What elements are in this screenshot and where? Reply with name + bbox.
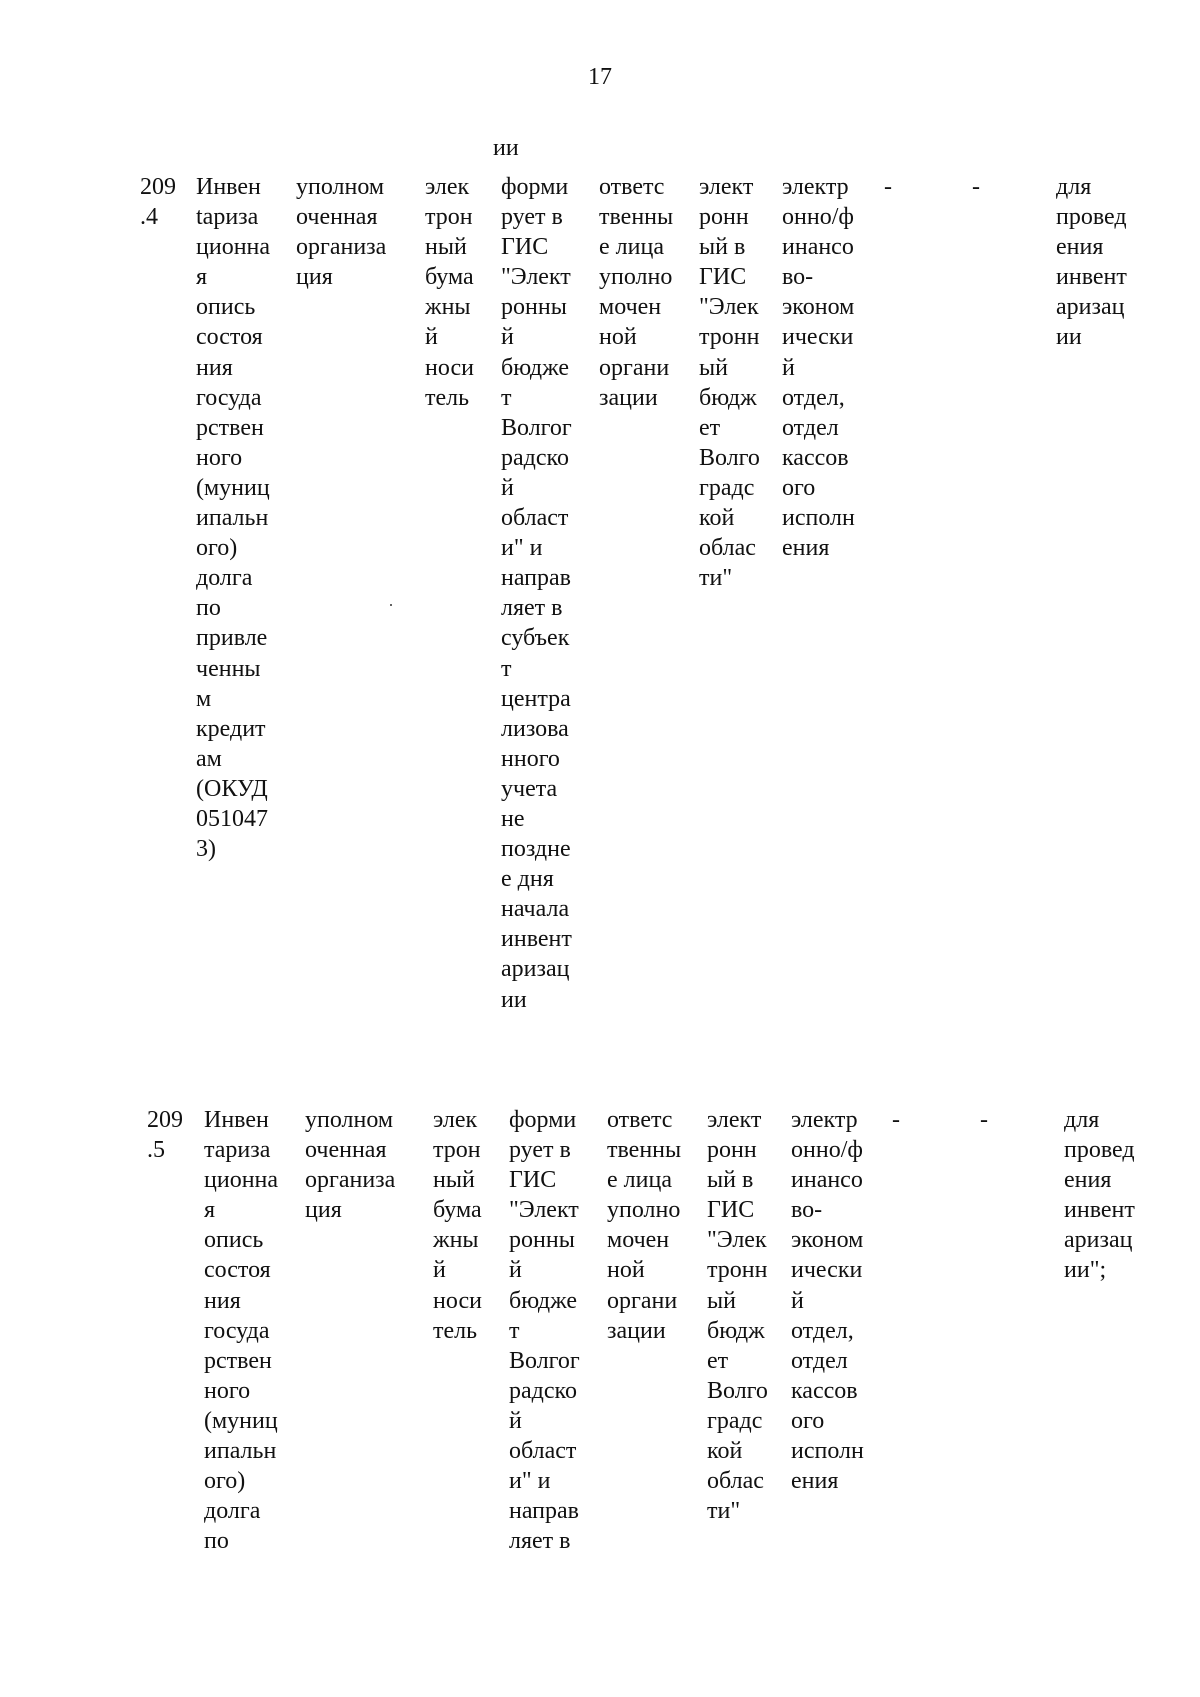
responsible-persons: ответс твенны е лица уполно мочен ной органи зации [607,1107,682,1344]
page-number: 17 [588,64,612,90]
department: электр онно/ф инансо во- эконом ически й отдел, отдел кассов ого исполн ения [791,1107,864,1495]
responsible-persons: ответс твенны е лица уполно мочен ной органи зации [599,174,674,411]
department: электр онно/ф инансо во- эконом ически й отдел, отдел кассов ого исполн ения [782,174,855,562]
row-number: 209 .4 [140,174,176,231]
dash-1: - [884,174,892,200]
document-form: элек трон ный бума жны й носи тель [425,174,474,411]
storage-system: элект ронн ый в ГИС "Элек тронн ый бюдж ет Волго градс кой облас ти" [707,1107,768,1525]
dash-2: - [972,174,980,200]
procedure: форми рует в ГИС "Элект ронны й бюдже т Волгог радско й област и" и направ ляет в субъек т центра лизова нного учета не поздне е дня начала инвент аризац ии [501,174,572,1013]
procedure: форми рует в ГИС "Элект ронны й бюдже т Волгог радско й област и" и направ ляет в [509,1107,580,1555]
purpose: для провед ения инвент аризац ии [1056,174,1127,351]
document-name: Инвен tариза ционна я опись состоя ния госуда рствен ного (муниц ипальн ого) долга по привле ченны м кредит ам (ОКУД 051047 3) [196,174,271,863]
carryover-text: ии [493,135,519,161]
stray-dot [390,604,392,606]
performer: уполном оченная организа ция [305,1107,396,1224]
document-name: Инвен тариза ционна я опись состоя ния госуда рствен ного (муниц ипальн ого) долга по [204,1107,279,1555]
row-number: 209 .5 [147,1107,183,1164]
dash-2: - [980,1107,988,1133]
dash-1: - [892,1107,900,1133]
purpose: для провед ения инвент аризац ии"; [1064,1107,1135,1284]
performer: уполном оченная организа ция [296,174,387,291]
storage-system: элект ронн ый в ГИС "Элек тронн ый бюдж ет Волго градс кой облас ти" [699,174,760,592]
document-form: элек трон ный бума жны й носи тель [433,1107,482,1344]
